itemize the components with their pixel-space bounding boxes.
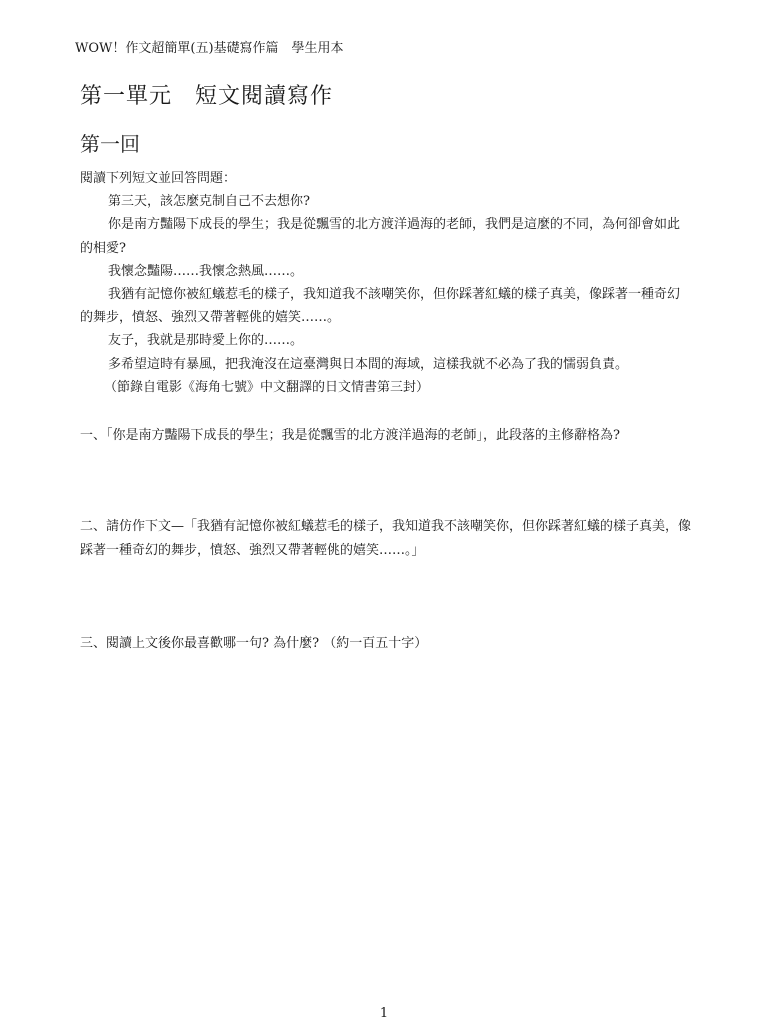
passage-paragraph: 你是南方豔陽下成長的學生；我是從飄雪的北方渡洋過海的老師，我們是這麼的不同，為何卻會如此的相愛? <box>80 217 681 256</box>
unit-title: 第一單元 短文閱讀寫作 <box>80 84 334 109</box>
question-3: 三、閱讀上文後你最喜歡哪一句? 為什麼? （約一百五十字） <box>80 636 428 651</box>
question-1: 一、「你是南方豔陽下成長的學生；我是從飄雪的北方渡洋過海的老師」，此段落的主修辭格為? <box>80 428 620 443</box>
running-header: WOW！作文超簡單(五)基礎寫作篇 學生用本 <box>75 41 344 56</box>
question-2: 二、請仿作下文—「我猶有記憶你被紅蟻惹毛的樣子，我知道我不該嘲笑你，但你踩著紅蟻的樣子真美，像踩著一種奇幻的舞步，憤怒、強烈又帶著輕佻的嬉笑……。」 <box>80 519 692 558</box>
passage-paragraph: 我懷念豔陽……我懷念熱風……。 <box>108 263 304 279</box>
passage-instruction: 閱讀下列短文並回答問題： <box>80 171 237 186</box>
session-title: 第一回 <box>80 132 140 156</box>
passage-paragraph: 多希望這時有暴風，把我淹沒在這臺灣與日本間的海域，這樣我就不必為了我的懦弱負責。 <box>108 356 629 372</box>
passage-paragraph: 我猶有記憶你被紅蟻惹毛的樣子，我知道我不該嘲笑你，但你踩著紅蟻的樣子真美，像踩著一種奇幻的舞步，憤怒、強烈又帶著輕佻的嬉笑……。 <box>80 287 681 326</box>
passage-paragraph: 友子，我就是那時愛上你的……。 <box>108 333 304 349</box>
passage-source: （節錄自電影《海角七號》中文翻譯的日文情書第三封） <box>104 379 430 395</box>
reading-passage <box>80 167 692 399</box>
passage-paragraph: 第三天，該怎麼克制自己不去想你? <box>108 194 310 210</box>
page-number: 1 <box>379 1006 389 1021</box>
